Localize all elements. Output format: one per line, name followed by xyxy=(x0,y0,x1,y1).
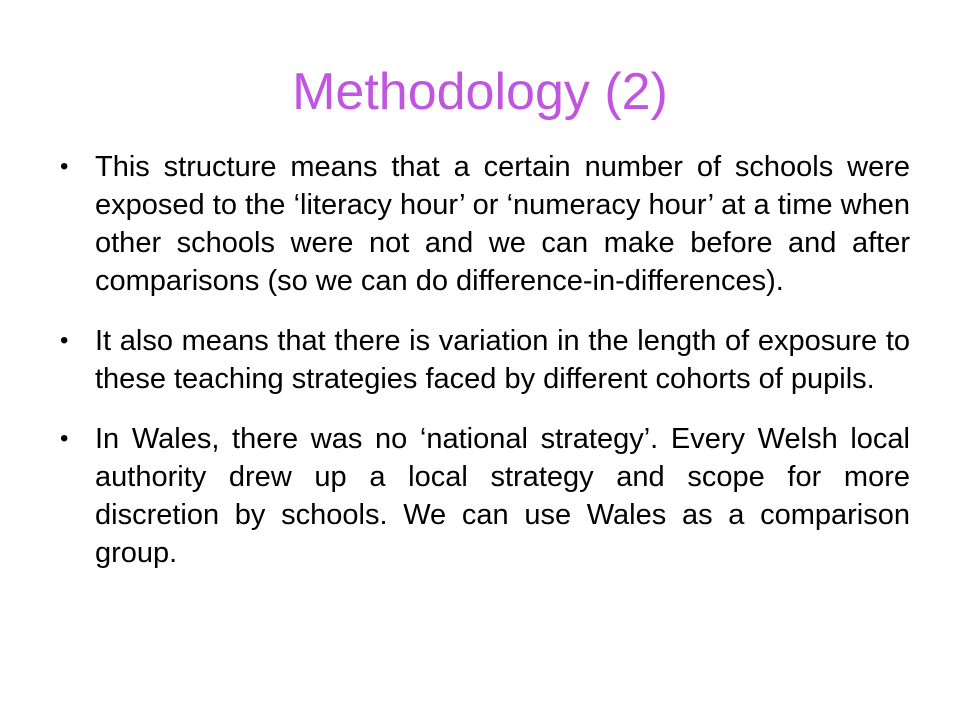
slide-title: Methodology (2) xyxy=(292,63,668,121)
bullet-text: It also means that there is variation in the length of exposure to these teaching strategies faced by different cohorts of pupils. xyxy=(95,325,910,395)
bullet-item xyxy=(48,420,910,572)
bullet-item xyxy=(48,148,910,300)
bullet-point-icon: • xyxy=(60,425,69,452)
bullet-point-icon: • xyxy=(60,327,69,354)
bullet-text: In Wales, there was no ‘national strategy’. Every Welsh local authority drew up a local strategy and scope for more discretion by schools. We can use Wales as a comparison group. xyxy=(95,423,910,569)
bullet-text: This structure means that a certain number of schools were exposed to the ‘literacy hour’ or ‘numeracy hour’ at a time when other schools were not and we can make before and after comparisons (so we can do difference-in-differences). xyxy=(95,151,910,297)
bullet-item xyxy=(48,322,910,398)
bullet-list xyxy=(48,148,910,594)
bullet-point-icon: • xyxy=(60,153,69,180)
